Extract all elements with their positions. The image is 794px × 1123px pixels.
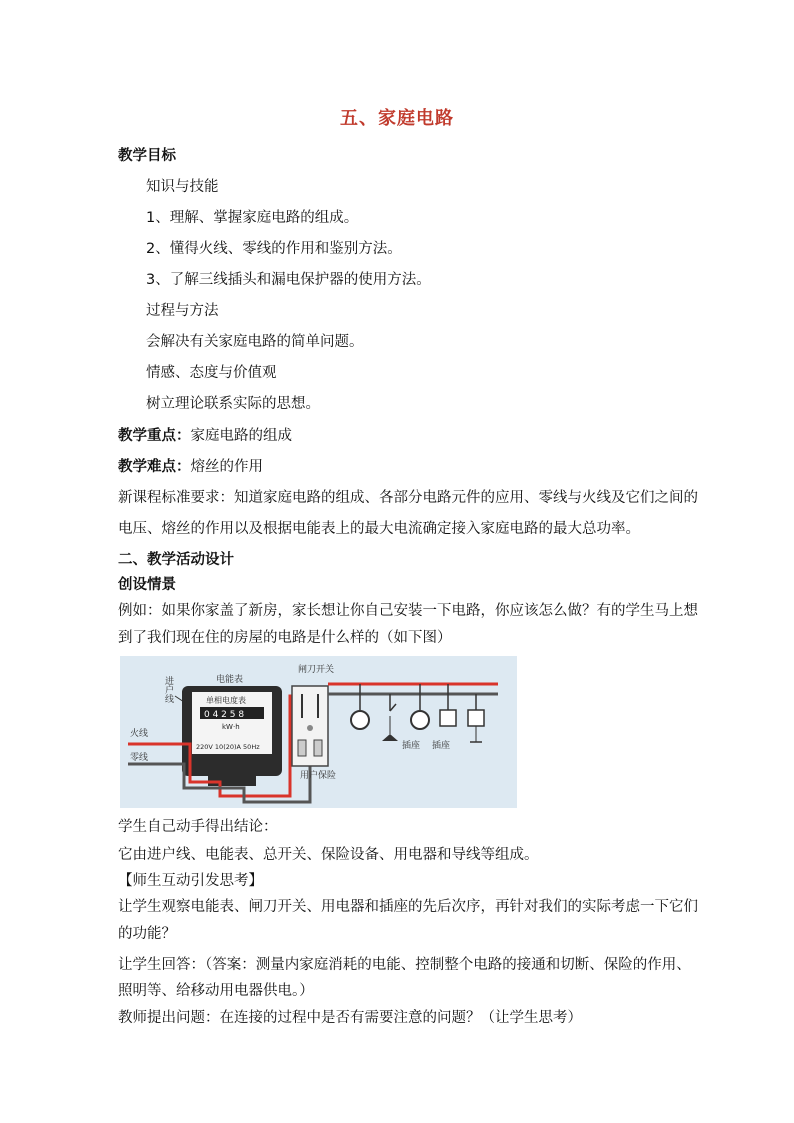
difficulty-text: 熔丝的作用 <box>190 459 263 475</box>
teacher-question: 教师提出问题：在连接的过程中是否有需要注意的问题？（让学生思考） <box>118 1010 582 1026</box>
neutral-label: 零线 <box>130 753 149 763</box>
switch-label: 闸刀开关 <box>298 665 335 675</box>
pendant-lamp-icon <box>382 734 398 741</box>
process-heading: 过程与方法 <box>146 303 219 319</box>
meter-title: 单相电度表 <box>206 696 246 705</box>
scenario-heading: 创设情景 <box>118 577 176 593</box>
standard-line-2: 电压、熔丝的作用以及根据电能表上的最大电流确定接入家庭电路的最大总功率。 <box>118 521 640 537</box>
conclusion-text: 它由进户线、电能表、总开关、保险设备、用电器和导线等组成。 <box>118 847 539 863</box>
knowledge-heading: 知识与技能 <box>146 179 219 195</box>
live-label: 火线 <box>130 729 149 739</box>
emotion-heading: 情感、态度与价值观 <box>146 365 277 381</box>
conclusion-intro: 学生自己动手得出结论： <box>118 819 278 835</box>
observe-line-2: 的功能？ <box>118 926 176 942</box>
standard-line-1: 新课程标准要求：知道家庭电路的组成、各部分电路元件的应用、零线与火线及它们之间的 <box>118 490 698 506</box>
meter-reading: 0 4 2 5 8 <box>204 710 245 720</box>
difficulty <box>118 457 263 477</box>
lamp-icon <box>351 711 369 729</box>
answer-line-2: 照明等、给移动用电器供电。） <box>118 983 314 999</box>
design-heading: 二、教学活动设计 <box>118 552 234 568</box>
example-line-1: 例如：如果你家盖了新房，家长想让你自己安装一下电路，你应该怎么做？有的学生马上想 <box>118 603 698 619</box>
emotion-text: 树立理论联系实际的思想。 <box>146 396 320 412</box>
observe-line-1: 让学生观察电能表、闸刀开关、用电器和插座的先后次序，再针对我们的实际考虑一下它们 <box>118 899 698 915</box>
objective-item-1: 1、理解、掌握家庭电路的组成。 <box>146 210 359 226</box>
key-point-label: 教学重点： <box>118 428 191 444</box>
process-text: 会解决有关家庭电路的简单问题。 <box>146 334 364 350</box>
objective-item-2: 2、懂得火线、零线的作用和鉴别方法。 <box>146 241 402 257</box>
socket1-label: 插座 <box>402 741 421 751</box>
page-title: 五、家庭电路 <box>340 108 454 129</box>
lamp-icon <box>411 711 429 729</box>
answer-line-1: 让学生回答：（答案：测量内家庭消耗的电能、控制整个电路的接通和切断、保险的作用、 <box>118 957 691 973</box>
difficulty-label: 教学难点： <box>118 459 191 475</box>
household-circuit-diagram <box>120 656 517 808</box>
socket-icon <box>440 710 456 726</box>
key-point-text: 家庭电路的组成 <box>190 428 292 444</box>
meter-label: 电能表 <box>216 675 244 685</box>
key-point <box>118 426 292 446</box>
example-line-2: 到了我们现在住的房屋的电路是什么样的（如下图） <box>118 630 452 646</box>
socket2-label: 插座 <box>432 741 451 751</box>
incoming-label: 进户线 <box>163 676 173 703</box>
objective-item-3: 3、了解三线插头和漏电保护器的使用方法。 <box>146 272 431 288</box>
socket-icon <box>468 710 484 726</box>
meter-unit: kW·h <box>222 723 240 731</box>
fuse-label: 用户保险 <box>300 771 337 781</box>
interaction-heading: 【师生互动引发思考】 <box>118 873 263 889</box>
meter-spec: 220V 10(20)A 50Hz <box>196 743 260 751</box>
objectives-heading: 教学目标 <box>118 148 176 164</box>
